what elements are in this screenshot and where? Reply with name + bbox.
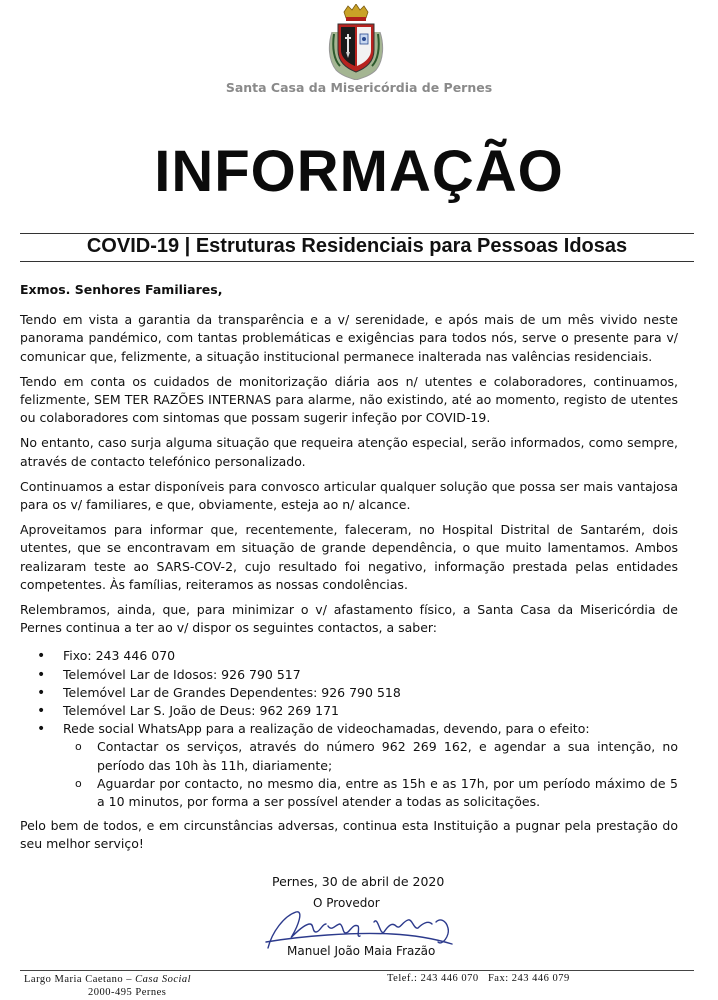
- footer-rule: [20, 970, 694, 971]
- subtitle-bottom-rule: [20, 261, 694, 262]
- paragraph-closing: Pelo bem de todos, e em circunstâncias adversas, continua esta Instituição a pugnar pela prestação do seu melhor serviço!: [20, 818, 678, 852]
- footer-phones: Telef.: 243 446 070 Fax: 243 446 079: [387, 973, 570, 984]
- page-title: INFORMAÇÃO: [154, 139, 564, 204]
- contact-mobile-elderly-home: • Telemóvel Lar de Idosos: 926 790 517: [63, 666, 678, 684]
- whatsapp-steps: [63, 738, 678, 811]
- greeting: Exmos. Senhores Familiares,: [20, 282, 223, 297]
- footer-address-line: [24, 973, 191, 986]
- date-line: Pernes, 30 de abril de 2020: [272, 874, 445, 889]
- subtitle-top-rule: [20, 233, 694, 234]
- footer-postal: 2000-495 Pernes: [88, 987, 167, 998]
- whatsapp-step-1: o Contactar os serviços, através do número 962 269 162, e agendar a sua intenção, no período das 10h às 11h, diariamente;: [97, 738, 678, 774]
- paragraph-monitoring: Tendo em conta os cuidados de monitorização diária aos n/ utentes e colaboradores, continuamos, felizmente, SEM TER RAZÕES INTERNAS para alarme, não existindo, até ao momento, registo de utentes ou colaboradores com sintomas que possam sugerir infeção por COVID-19.: [20, 373, 678, 426]
- signatory-name: Manuel João Maia Frazão: [287, 944, 436, 958]
- contact-mobile-sao-joao: • Telemóvel Lar S. João de Deus: 962 269 171: [63, 702, 678, 720]
- subtitle: COVID-19 | Estruturas Residenciais para Pessoas Idosas: [86, 235, 628, 257]
- whatsapp-label: Rede social WhatsApp para a realização de videochamadas, devendo, para o efeito:: [63, 721, 590, 737]
- contact-landline: • Fixo: 243 446 070: [63, 647, 678, 665]
- paragraph-transparency: Tendo em vista a garantia da transparência e a v/ serenidade, e após mais de um mês vivido neste panorama pandémico, com tantas problemáticas e exigências para todos nós, serve o presente para v/ comunicar que, felizmente, a situação institucional permanece inalterada nas valências residenciais.: [20, 312, 678, 364]
- contacts-list: [20, 647, 678, 811]
- footer-street: Largo Maria Caetano –: [24, 974, 136, 985]
- coat-of-arms-crest-icon: [326, 4, 386, 80]
- footer-address: [24, 973, 191, 999]
- whatsapp-step-2: o Aguardar por contacto, no mesmo dia, entre as 15h e as 17h, por um período máximo de 5 a 10 minutos, por forma a ser possível atender a todas as solicitações.: [97, 775, 678, 811]
- paragraph-deaths: Aproveitamos para informar que, recentemente, faleceram, no Hospital Distrital de Santarém, dois utentes, que se encontravam em situação de grande dependência, o que muito lamentamos. Ambos realizaram teste ao SARS-COV-2, cujo resultado foi negativo, informação prestada pelas entidades competentes. Às famílias, reiteramos as nossas condolências.: [20, 522, 678, 592]
- paragraph-contact-notice: No entanto, caso surja alguma situação que requeira atenção especial, serão informados, como sempre, através de contacto telefónico personalizado.: [20, 435, 678, 469]
- organization-name: Santa Casa da Misericórdia de Pernes: [225, 80, 493, 95]
- paragraph-availability: Continuamos a estar disponíveis para convosco articular qualquer solução que possa ser mais vantajosa para os v/ familiares, e que, obviamente, esteja ao n/ alcance.: [20, 478, 678, 513]
- paragraph-contacts-intro: Relembramos, ainda, que, para minimizar o v/ afastamento físico, a Santa Casa da Misericórdia de Pernes continua a ter ao v/ dispor os seguintes contactos, a saber:: [20, 602, 678, 636]
- contact-mobile-dependents-home: • Telemóvel Lar de Grandes Dependentes: 926 790 518: [63, 684, 678, 702]
- signatory-role: O Provedor: [313, 896, 380, 910]
- contact-whatsapp: [63, 720, 678, 811]
- letter-body: [20, 281, 678, 861]
- footer-building: Casa Social: [135, 974, 192, 985]
